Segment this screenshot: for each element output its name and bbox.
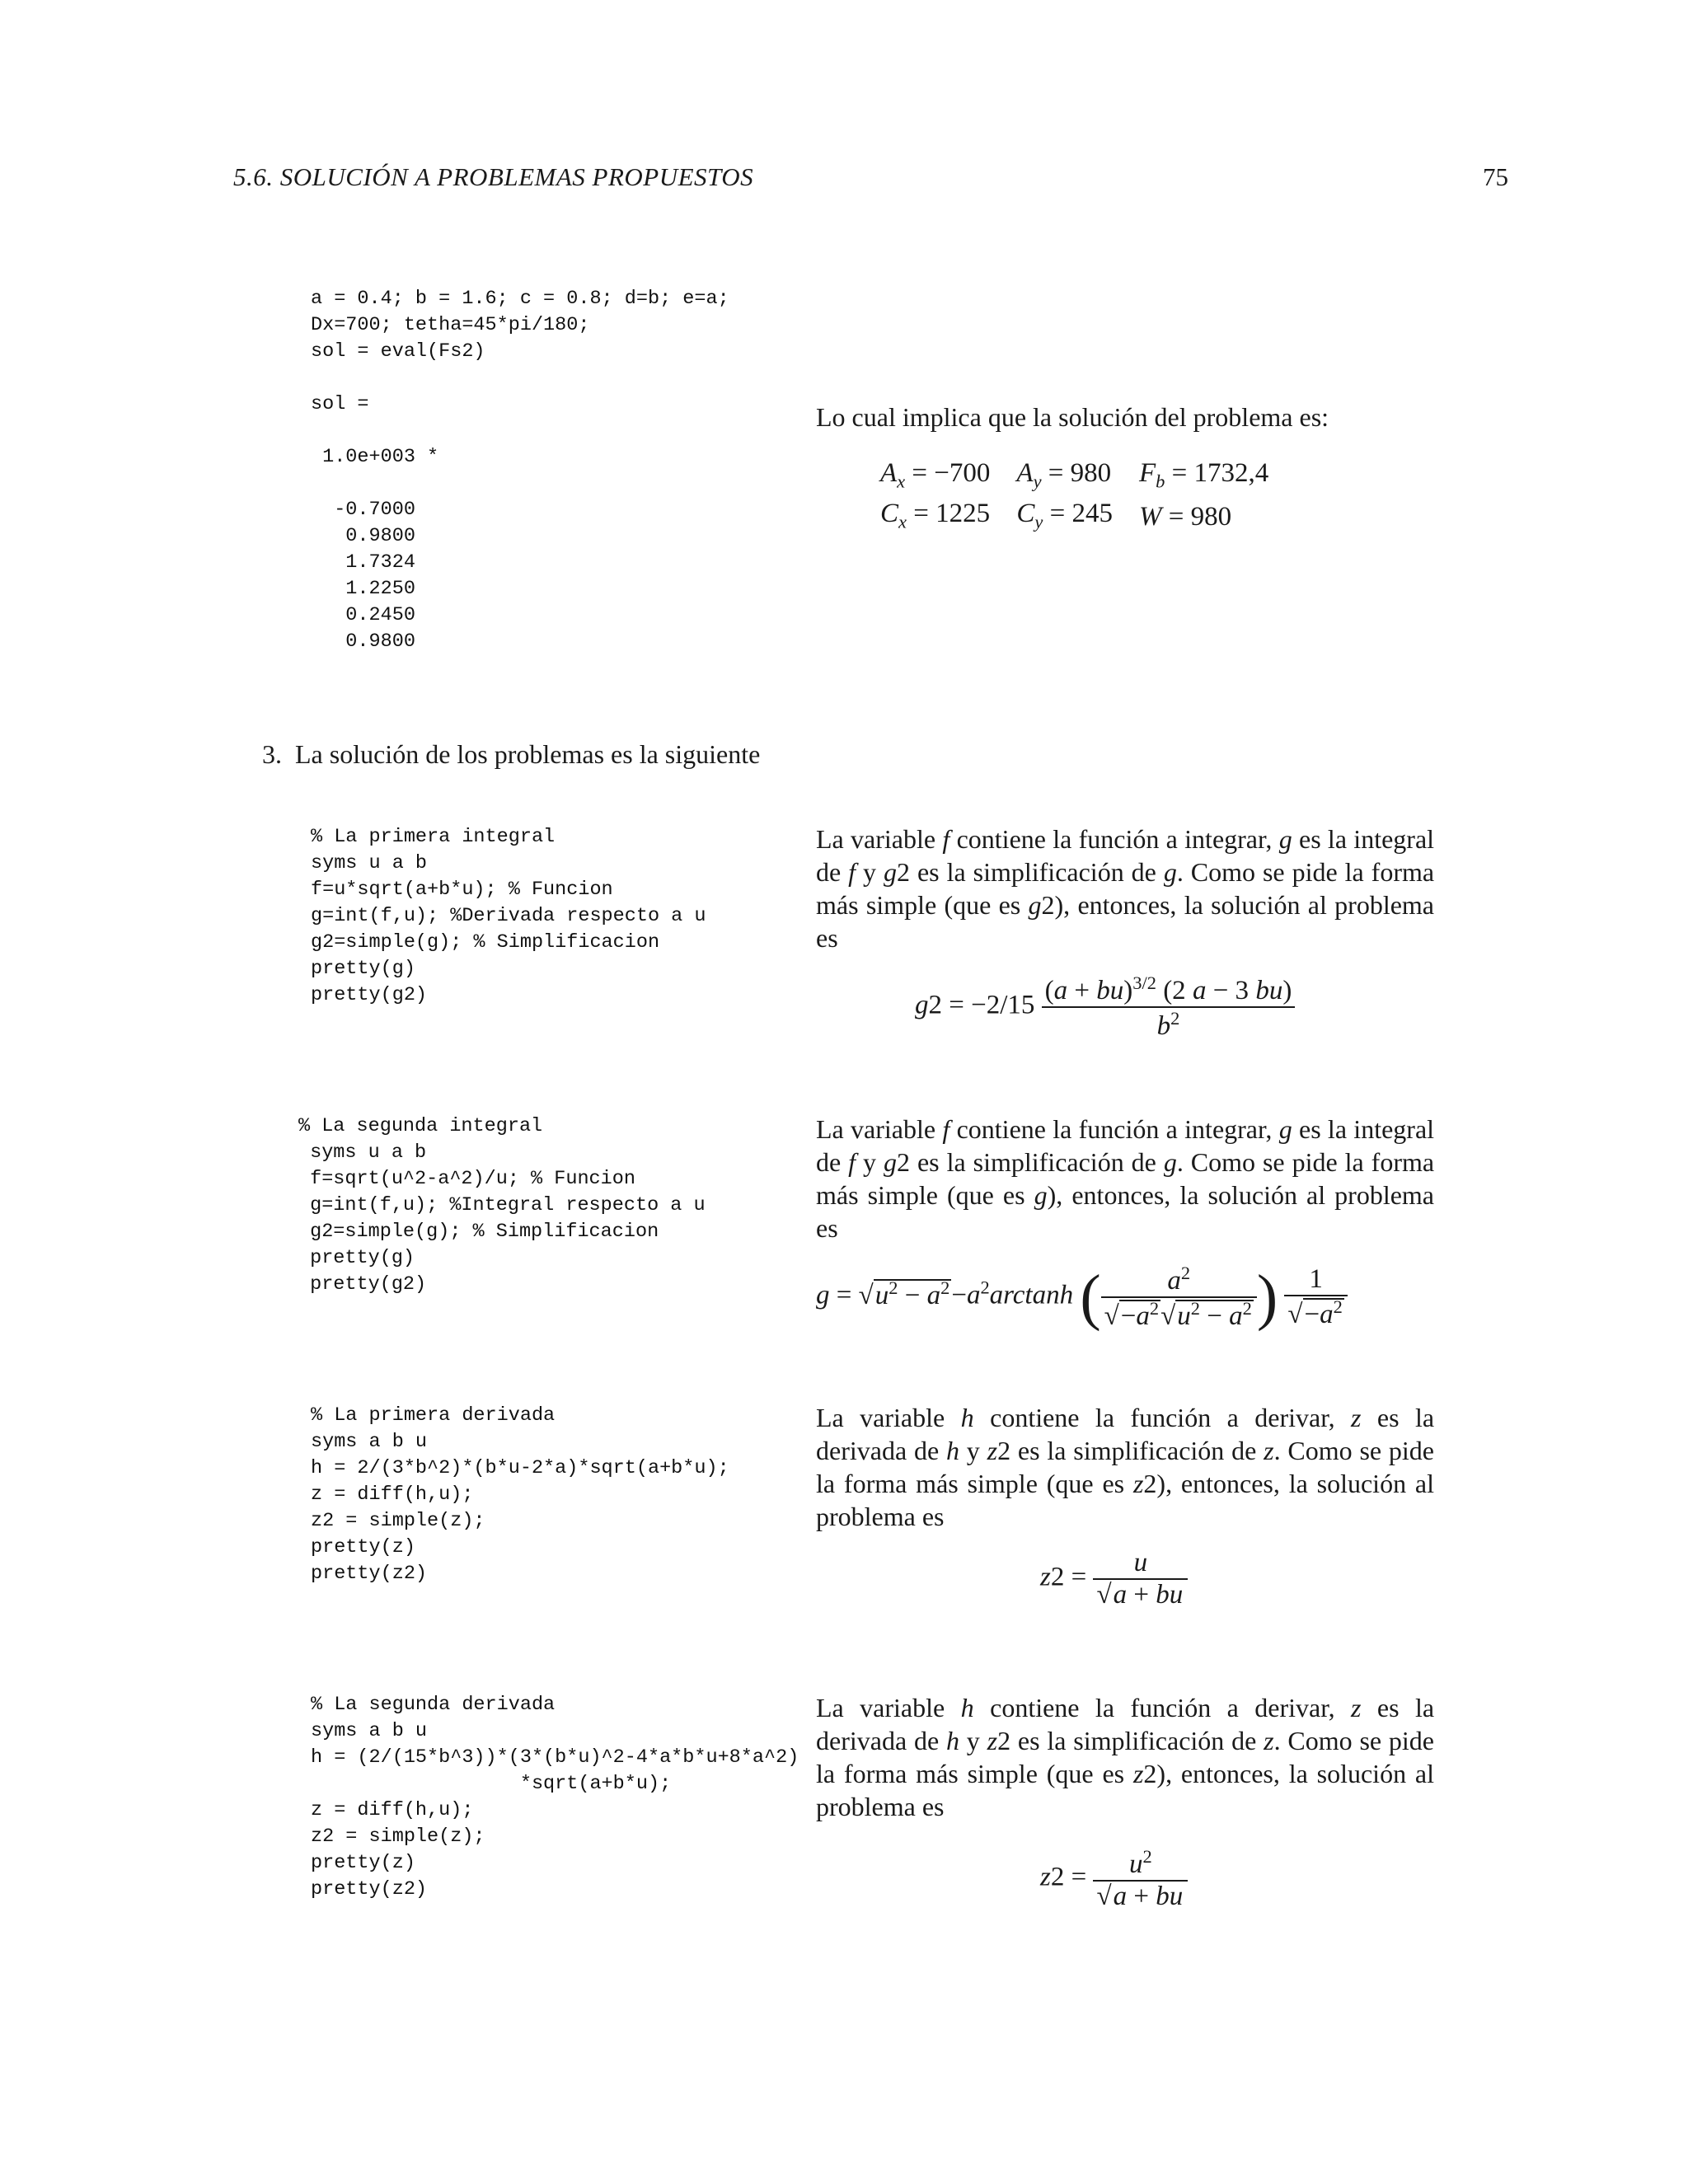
paragraph-first-derivative: La variable h contiene la función a derivar, z es la derivada de h y z2 es la simplificación de z. Como se pide la forma más simple (que es z2), entonces, la solución al problema es bbox=[816, 1403, 1435, 1531]
running-header: 5.6. SOLUCIÓN A PROBLEMAS PROPUESTOS bbox=[233, 162, 754, 191]
solution-intro: Lo cual implica que la solución del problema es: bbox=[816, 402, 1329, 432]
code-block-first-derivative: % La primera derivada syms a b u h = 2/(3*b^2)*(b*u-2*a)*sqrt(a+b*u); z = diff(h,u); z2 = simple(z); pretty(z) pretty(z2) bbox=[311, 1404, 729, 1585]
equation-z2-second: z2 = $\frac{u^2}{√a + bu}$ bbox=[1040, 1846, 1188, 1912]
item-number: 3. bbox=[262, 739, 282, 769]
solution-values: $A_x = -700$ $A_y = 980$ $F_b = 1732,4$ $C_x = 1225$ $C_y = 245$ W = 980 bbox=[880, 458, 1269, 532]
code-block-second-integral: % La segunda integral syms u a b f=sqrt(u^2-a^2)/u; % Funcion g=int(f,u); %Integral respecto a u g2=simple(g); % Simplificacion pretty(g) pretty(g2) bbox=[298, 1115, 706, 1296]
page-number: 75 bbox=[1483, 162, 1508, 191]
list-item-3 bbox=[262, 739, 760, 770]
equation-g2-integral: g2 = −2/15 $\frac{(a + bu)^{3/2} (2 a - 3 bu)}{b^2}$ bbox=[915, 972, 1295, 1042]
equation-z2-first: z2 = $\frac{u}{√a + bu}$ bbox=[1040, 1548, 1188, 1610]
paragraph-second-integral: La variable f contiene la función a integrar, g es la integral de f y g2 es la simplificación de g. Como se pide la forma más simple (que es g), entonces, la solución al problema es bbox=[816, 1114, 1435, 1243]
paragraph-first-integral: La variable f contiene la función a integrar, g es la integral de f y g2 es la simplificación de g. Como se pide la forma más simple (que es g2), entonces, la solución al problema es bbox=[816, 824, 1435, 953]
code-block-second-derivative: % La segunda derivada syms a b u h = (2/(15*b^3))*(3*(b*u)^2-4*a*b*u+8*a^2) *sqrt(a+b*u); z = diff(h,u); z2 = simple(z); pretty(z) pretty(z2) bbox=[311, 1694, 799, 1900]
paragraph-second-derivative: La variable h contiene la función a derivar, z es la derivada de h y z2 es la simplificación de z. Como se pide la forma más simple (que es z2), entonces, la solución al problema es bbox=[816, 1693, 1435, 1821]
item-text: La solución de los problemas es la siguiente bbox=[295, 739, 761, 769]
code-block-sol: a = 0.4; b = 1.6; c = 0.8; d=b; e=a; Dx=700; tetha=45*pi/180; sol = eval(Fs2) sol = 1.0e+003 * -0.7000 0.9800 1.7324 1.2250 0.2450 0.9800 bbox=[311, 288, 729, 653]
equation-g-integral: $g = √u^2 - a^2-a^2\arctan h$ ( $\frac{a^2}{√-a^2√u^2 - a^2}$ ) $\frac{1}{√-a^2}$ bbox=[816, 1263, 1348, 1332]
code-block-first-integral: % La primera integral syms u a b f=u*sqrt(a+b*u); % Funcion g=int(f,u); %Derivada respecto a u g2=simple(g); % Simplificacion pretty(g) pretty(g2) bbox=[311, 826, 706, 1006]
